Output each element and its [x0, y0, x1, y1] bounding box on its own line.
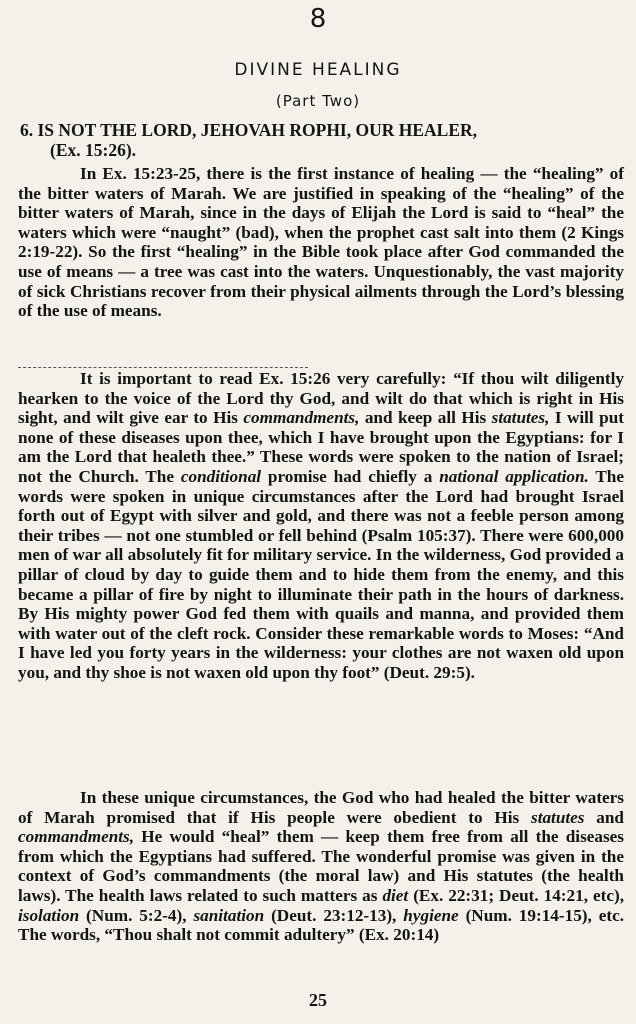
text-run: and keep all His: [359, 408, 492, 428]
paragraph-2: [18, 369, 624, 683]
section-number: 6.: [20, 120, 34, 140]
emphasis-hygiene: hygiene: [403, 905, 459, 925]
text-run: In these unique circumstances, the God who had healed the bitter waters of Marah promised that if His people were obedient to His: [18, 788, 624, 827]
page-number: 25: [309, 990, 327, 1010]
divider-line: [18, 367, 308, 368]
page-title: DIVINE HEALING: [234, 60, 402, 80]
page-subtitle: (Part Two): [275, 92, 361, 110]
chapter-number: 8: [309, 4, 327, 34]
paragraph-3: [18, 788, 624, 945]
section-heading: [20, 120, 620, 160]
emphasis-conditional: conditional: [180, 466, 262, 486]
text-run: promise had chiefly a: [261, 466, 440, 486]
emphasis-commandments: commandments,: [243, 408, 360, 428]
paragraph-1: [18, 164, 624, 321]
text-run: He would “heal” them — keep them free from all the diseases from which the Egyptians had suffered. The wonderful promise was given in the context of God’s commandments (the moral law) and His statutes (the health laws). The health laws related to such matters as: [18, 827, 624, 905]
emphasis-diet: diet: [382, 885, 409, 905]
text-run: The words were spoken in unique circumstances after the Lord had brought Israel forth out of Egypt with silver and gold, and there was not a feeble person among their tribes — not one stumbled or fell behind (Psalm 105:37). There were 600,000 men of war all absolutely fit for military service. In the wilderness, God provided a pillar of cloud by day to guide them and to hide them from the enemy, and this became a pillar of fire by night to illuminate their path in the hours of darkness. By His mighty power God fed them with quails and manna, and provided them with water out of the cleft rock. Consider these remarkable words to Moses: “And I have led you forty years in the wilderness: your clothes are not waxen old upon you, and thy shoe is not waxen old upon thy foot” (Deut. 29:5).: [18, 466, 624, 682]
text-run: I will put none of these diseases upon thee, which I have brought upon the Egyptians: for I am the Lord that healeth thee.” These words were spoken to the nation of Israel; not the Church. The: [18, 408, 624, 486]
text-run: It is important to read Ex. 15:26 very carefully: “If thou wilt diligently hearken to the voice of the Lord thy God, and wilt do that which is right in His sight, and wilt give ear to His: [18, 369, 624, 428]
section-title: IS NOT THE LORD, JEHOVAH ROPHI, OUR HEALER,: [37, 120, 478, 140]
text-run: (Num. 5:2-4),: [79, 905, 194, 925]
paragraph-3-text: [18, 788, 624, 945]
emphasis-sanitation: sanitation: [193, 905, 265, 925]
emphasis-statutes: statutes: [531, 807, 585, 827]
text-run: (Ex. 22:31; Deut. 14:21, etc),: [408, 885, 624, 905]
text-run: and: [584, 807, 624, 827]
paragraph-1-text: In Ex. 15:23-25, there is the first instance of healing — the “healing” of the bitter waters of Marah. We are justified in speaking of the “healing” of the bitter waters of Marah, since in the days of Elijah the Lord is said to “heal” the waters which were “naught” (bad), when the prophet cast salt into them (2 Kings 2:19-22). So the first “healing” in the Bible took place after God commanded the use of means — a tree was cast into the waters. Unquestionably, the vast majority of sick Christians recover from their physical ailments through the Lord’s blessing of the use of means.: [18, 164, 624, 321]
text-run: (Num. 19:14-15), etc. The words, “Thou shalt not commit adultery” (Ex. 20:14): [18, 905, 625, 945]
section-reference: (Ex. 15:26).: [50, 140, 137, 160]
text-run: (Deut. 23:12-13),: [264, 905, 404, 925]
emphasis-statutes: statutes,: [491, 408, 550, 428]
emphasis-national-application: national application.: [439, 466, 589, 486]
emphasis-isolation: isolation: [18, 905, 80, 925]
paragraph-2-text: [18, 369, 624, 683]
emphasis-commandments: commandments,: [18, 827, 135, 847]
